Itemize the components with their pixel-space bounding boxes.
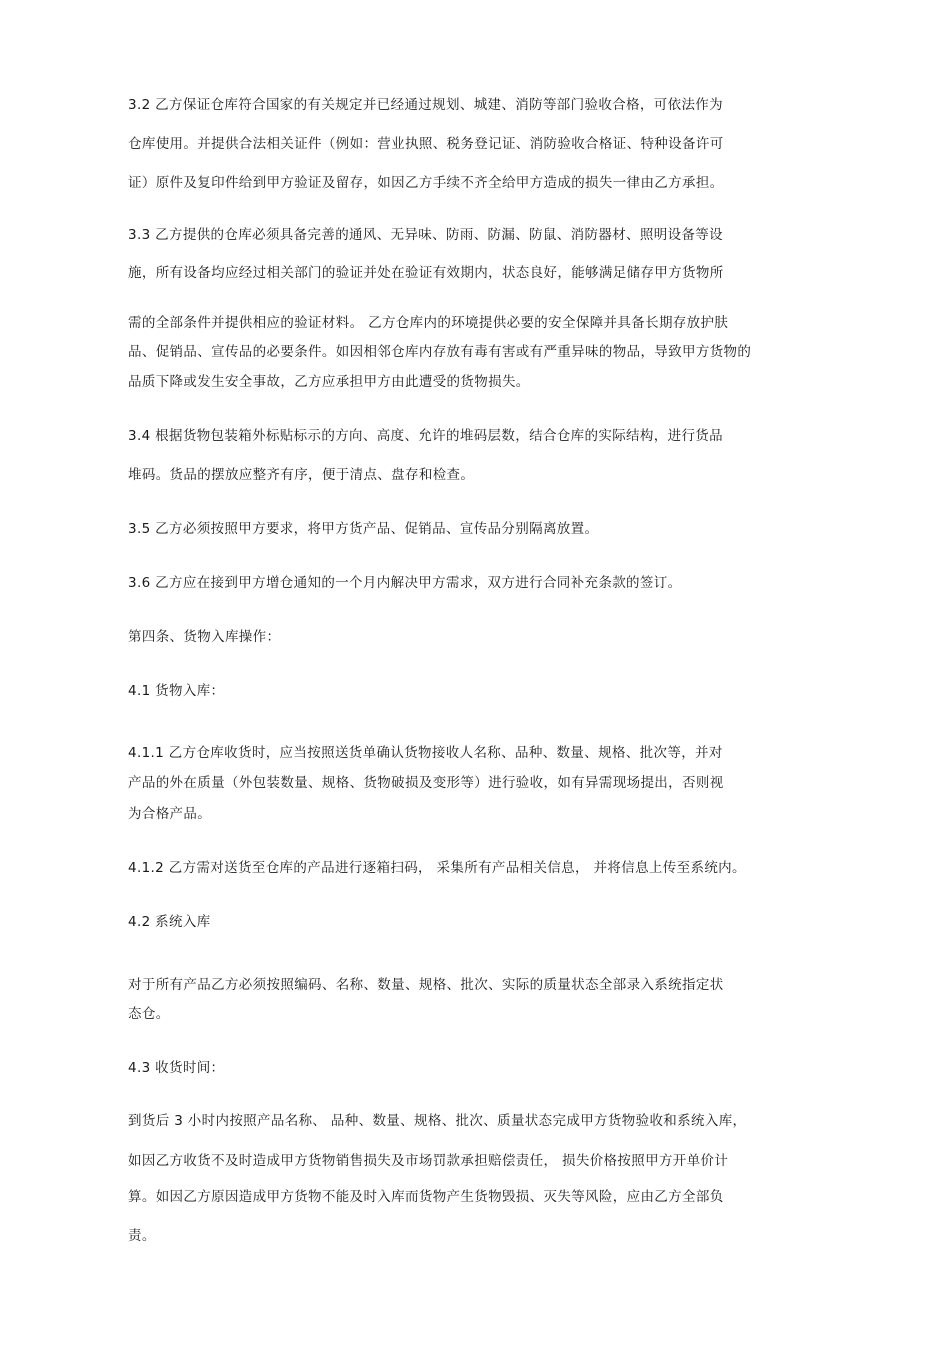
paragraph-3-3-line-2: 施，所有设备均应经过相关部门的验证并处在验证有效期内，状态良好，能够满足储存甲方货物所 bbox=[128, 265, 724, 281]
paragraph-4-3-line-1: 到货后 3 小时内按照产品名称、 品种、数量、规格、批次、质量状态完成甲方货物验收和系统入库， bbox=[128, 1113, 747, 1129]
paragraph-3-4-line-1: 3.4 根据货物包装箱外标贴标示的方向、高度、允许的堆码层数，结合仓库的实际结构，进行货品 bbox=[128, 428, 724, 444]
heading-4-3: 4.3 收货时间： bbox=[128, 1060, 225, 1076]
paragraph-4-2-line-2: 态仓。 bbox=[128, 1006, 170, 1022]
paragraph-4-1-1-line-2: 产品的外在质量（外包装数量、规格、货物破损及变形等）进行验收，如有异需现场提出，否则视 bbox=[128, 775, 724, 791]
paragraph-3-2-line-2: 仓库使用。并提供合法相关证件（例如：营业执照、税务登记证、消防验收合格证、特种设备许可 bbox=[128, 136, 724, 152]
heading-4-2: 4.2 系统入库 bbox=[128, 914, 211, 930]
paragraph-3-6: 3.6 乙方应在接到甲方增仓通知的一个月内解决甲方需求，双方进行合同补充条款的签订。 bbox=[128, 575, 682, 591]
section-4-heading: 第四条、货物入库操作： bbox=[128, 629, 281, 645]
paragraph-3-4-line-2: 堆码。货品的摆放应整齐有序，便于清点、盘存和检查。 bbox=[128, 467, 475, 483]
paragraph-3-3-line-5: 品质下降或发生安全事故，乙方应承担甲方由此遭受的货物损失。 bbox=[128, 374, 530, 390]
paragraph-3-3-line-1: 3.3 乙方提供的仓库必须具备完善的通风、无异味、防雨、防漏、防鼠、消防器材、照明设备等设 bbox=[128, 227, 724, 243]
paragraph-4-3-line-3: 算。如因乙方原因造成甲方货物不能及时入库而货物产生货物毁损、灭失等风险，应由乙方全部负 bbox=[128, 1189, 724, 1205]
paragraph-3-2-line-3: 证）原件及复印件给到甲方验证及留存，如因乙方手续不齐全给甲方造成的损失一律由乙方承担。 bbox=[128, 175, 724, 191]
paragraph-4-3-line-2: 如因乙方收货不及时造成甲方货物销售损失及市场罚款承担赔偿责任， 损失价格按照甲方开单价计 bbox=[128, 1153, 729, 1169]
paragraph-3-2-line-1: 3.2 乙方保证仓库符合国家的有关规定并已经通过规划、城建、消防等部门验收合格，可依法作为 bbox=[128, 97, 724, 113]
paragraph-4-2-line-1: 对于所有产品乙方必须按照编码、名称、数量、规格、批次、实际的质量状态全部录入系统指定状 bbox=[128, 977, 724, 993]
paragraph-4-1-2: 4.1.2 乙方需对送货至仓库的产品进行逐箱扫码， 采集所有产品相关信息， 并将信息上传至系统内。 bbox=[128, 860, 746, 876]
paragraph-3-3-line-3: 需的全部条件并提供相应的验证材料。 乙方仓库内的环境提供必要的安全保障并具备长期存放护肤 bbox=[128, 315, 729, 331]
heading-4-1: 4.1 货物入库： bbox=[128, 683, 225, 699]
paragraph-4-1-1-line-1: 4.1.1 乙方仓库收货时，应当按照送货单确认货物接收人名称、品种、数量、规格、批次等，并对 bbox=[128, 745, 723, 761]
paragraph-4-3-line-4: 责。 bbox=[128, 1228, 156, 1244]
paragraph-3-5: 3.5 乙方必须按照甲方要求，将甲方货产品、促销品、宣传品分别隔离放置。 bbox=[128, 521, 599, 537]
paragraph-4-1-1-line-3: 为合格产品。 bbox=[128, 806, 212, 822]
paragraph-3-3-line-4: 品、促销品、宣传品的必要条件。如因相邻仓库内存放有毒有害或有严重异味的物品，导致甲方货物的 bbox=[128, 344, 752, 360]
